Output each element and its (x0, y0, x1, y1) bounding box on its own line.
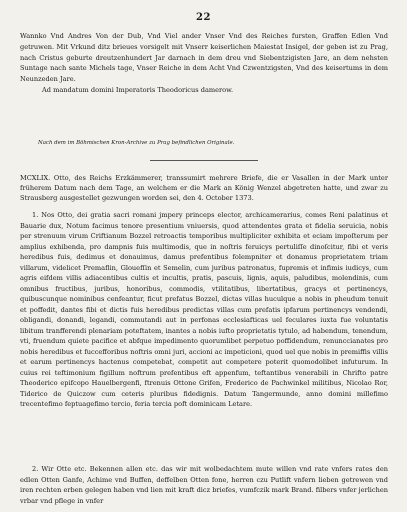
section-divider (150, 160, 258, 161)
mandate-line: Ad mandatum domini Imperatoris Theodoricus damerow. (42, 85, 234, 94)
source-note: Nach dem im Böhmischen Kron-Archive zu Prag befindlichen Originale. (38, 140, 235, 146)
charter-paragraph-1: 1. Nos Otto, dei gratia sacri romani jmpery princeps elector, archicamerarius, comes Reni palatinus et Bauarie dux, Notum facimus tenore presentium vniuersis, quod attendentes grata et fidelia seruicia, nobis per strenuum virum Criftianum Bozzel retroactis temporibus multipliciter exhibita et eciam impoſterum per amplius exhibenda, pro dampnis fuis multimodis, que in noſtris feruicys pertuliſſe dinoſcitur, fibi et veris heredibus fuis, dedimus et donauimus, damus prefentibus folempniter et donamus proprietatem triam villarum, videlicet Premaflin, Glouefſin et Semelin, cum juribus patronatus, fupremis et infimis iudicys, cum agris eifdem villis adiacentibus cultis et incultis, pratis, pascuis, lignis, aquis, paludibus, molendinis, cum omnibus fructibus, juribus, honoribus, commodis, vtilitatibus, libertatibus, gracys et pertinencys, quibuscunque nominibus cenfeantur, ficut prefatus Bozzel, dictas villas huculque a nobis in pheudum tenuit et poffedit, dantes fibi et dictis fuis heredibus predictas villas cum prefatis ipfarum pertinencys vendendi, obligandi, donandi, legandi, commutandi aut in perfonas ecclesiafticas uel feculares iuxta fue voluntatis libitum tranfferendi plenariam poteftatem, inantes a nobis iufto proprietatis tytulo, ad habendum, tenendum, vti, fruendum quiete pacifice et abfque impedimento quorumlibet perpetuo poffidendum, renunccianates pro nobis heredibus et fuccefforibus noftris omni juri, accioni ac impeticioni, quod uel que nobis in premiffis villis et earum pertinencys hactenus competebat, competit aut competere poterit quomodolibet infuturum. In cuius rei teftimonium figillum noftrum prefentibus eft appenfum, teftantibus venerabili in Chrifto patre Theoderico epifcopo Hauelbergenfi, ftrenuis Ottone Grifen, Frederico de Pachwinkel militibus, Nicolao Ror, Tiderico de Quiczow cum ceteris pluribus fidedignis. Datum Tangermunde, anno domini millefimo trecentefimo feptuagefimo tercio, feria tercia poft dominicam Letare. (20, 211, 388, 408)
page-number: 22 (196, 12, 211, 23)
charter-paragraph-2: 2. Wir Otte etc. Bekennen allen etc. das wir mit wolbedachtem mute willen vnd rate vnfers rates den edlen Otten Ganfe, Achime vnd Buffen, deffelben Otten fone, herren czu Putlift vnfern lieben getrewen vnd iren rechten erben gelegen haben vnd lien mit kraft dicz briefes, vumfczik mark Brand. filbers vnfer jerlichen vrbar vnd pflege in vnfer (20, 465, 388, 505)
continuation-paragraph: Wannko Vnd Andres Von der Dub, Vnd Viel ander Vnser Vnd des Reiches fursten, Graffen Edlen Vnd getruwen. Mit Vrkund ditz brieues vorsigelt mit Vnserr keiserlichen Maiestat Insigel, der geben ist zu Prag, nach Cristus geburte dreutzenhundert Jar darnach in dem dreu vnd Siebentzigisten Jare, an dem nehsten Suntage nach sante Michels tage, Vnser Reiche in dem Acht Vnd Czwentzigsten, Vnd des keisertums in dem Neunzeden Jare. (20, 32, 388, 84)
document-heading: MCXLIX. Otto, des Reichs Erzkämmerer, transsumirt mehrere Briefe, die er Vasallen in der Mark unter früherem Datum nach dem Tage, an welchem er die Mark an König Wenzel abgetreten hatte, und zwar zu Strausberg ausgestellet gezwungen worden sei, den 4. October 1373. (20, 174, 388, 203)
continuation-text (20, 31, 388, 96)
